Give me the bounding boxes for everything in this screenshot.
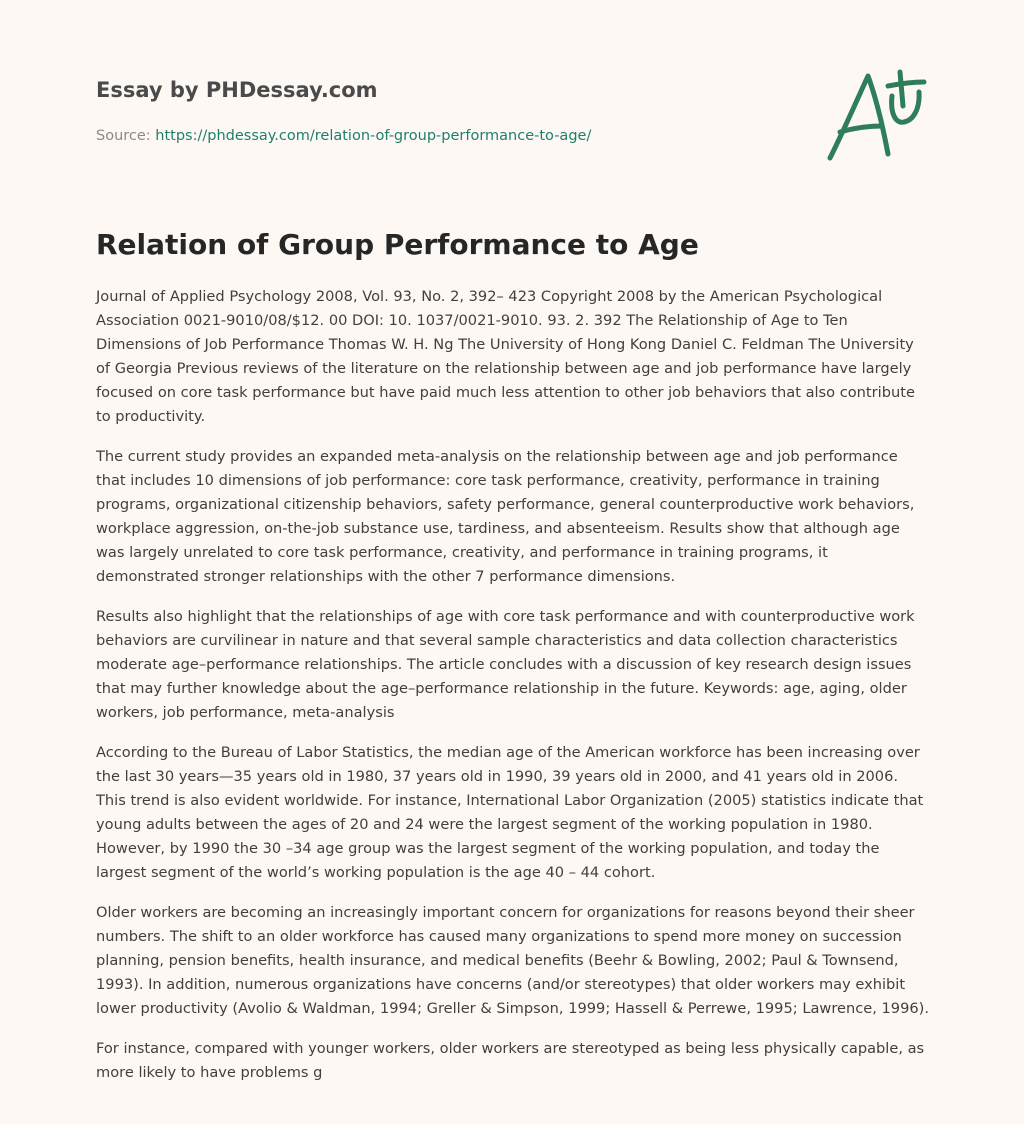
paragraph: According to the Bureau of Labor Statistics, the median age of the American workforce has been increasing over the last 30 years—35 years old in 1980, 37 years old in 1990, 39 years old in 2000, and 41 years old in 2006. This trend is also evident worldwide. For instance, International Labor Organization (2005) statistics indicate that young adults between the ages of 20 and 24 were the largest segment of the working population in 1980. However, by 1990 the 30 –34 age group was the largest segment of the working population, and today the largest segment of the world’s working population is the age 40 – 44 cohort. <box>96 744 924 881</box>
essay-body <box>96 285 930 1101</box>
paragraph: For instance, compared with younger workers, older workers are stereotyped as being less physically capable, as more likely to have problems g <box>96 1040 925 1081</box>
source-label: Source: <box>96 128 156 144</box>
source-line <box>96 126 796 146</box>
page-header <box>96 74 796 146</box>
site-brand: Essay by PHDessay.com <box>96 78 378 102</box>
paragraph: Journal of Applied Psychology 2008, Vol. 93, No. 2, 392– 423 Copyright 2008 by the American Psychological Association 0021-9010/08/$12. 00 DOI: 10. 1037/0021-9010. 93. 2. 392 The Relationship of Age to Ten Dimensions of Job Performance Thomas W. H. Ng The University of Hong Kong Daniel C. Feldman The University of Georgia Previous reviews of the literature on the relationship between age and job performance have largely focused on core task performance but have paid much less attention to other job behaviors that also contribute to productivity. <box>96 288 915 425</box>
essay-title: Relation of Group Performance to Age <box>96 228 699 261</box>
paragraph: Older workers are becoming an increasingly important concern for organizations for reasons beyond their sheer numbers. The shift to an older workforce has caused many organizations to spend more money on succession planning, pension benefits, health insurance, and medical benefits (Beehr & Bowling, 2002; Paul & Townsend, 1993). In addition, numerous organizations have concerns (and/or stereotypes) that older workers may exhibit lower productivity (Avolio & Waldman, 1994; Greller & Simpson, 1999; Hassell & Perrewe, 1995; Lawrence, 1996). <box>96 904 929 1017</box>
source-link[interactable]: https://phdessay.com/relation-of-group-performance-to-age/ <box>155 128 592 144</box>
a-plus-logo-icon <box>820 66 930 166</box>
paragraph: The current study provides an expanded meta-analysis on the relationship between age and job performance that includes 10 dimensions of job performance: core task performance, creativity, performance in training programs, organizational citizenship behaviors, safety performance, general counterproductive work behaviors, workplace aggression, on-the-job substance use, tardiness, and absenteeism. Results show that although age was largely unrelated to core task performance, creativity, and performance in training programs, it demonstrated stronger relationships with the other 7 performance dimensions. <box>96 448 915 585</box>
paragraph: Results also highlight that the relationships of age with core task performance and with counterproductive work behaviors are curvilinear in nature and that several sample characteristics and data collection characteristics moderate age–performance relationships. The article concludes with a discussion of key research design issues that may further knowledge about the age–performance relationship in the future. Keywords: age, aging, older workers, job performance, meta-analysis <box>96 608 915 721</box>
